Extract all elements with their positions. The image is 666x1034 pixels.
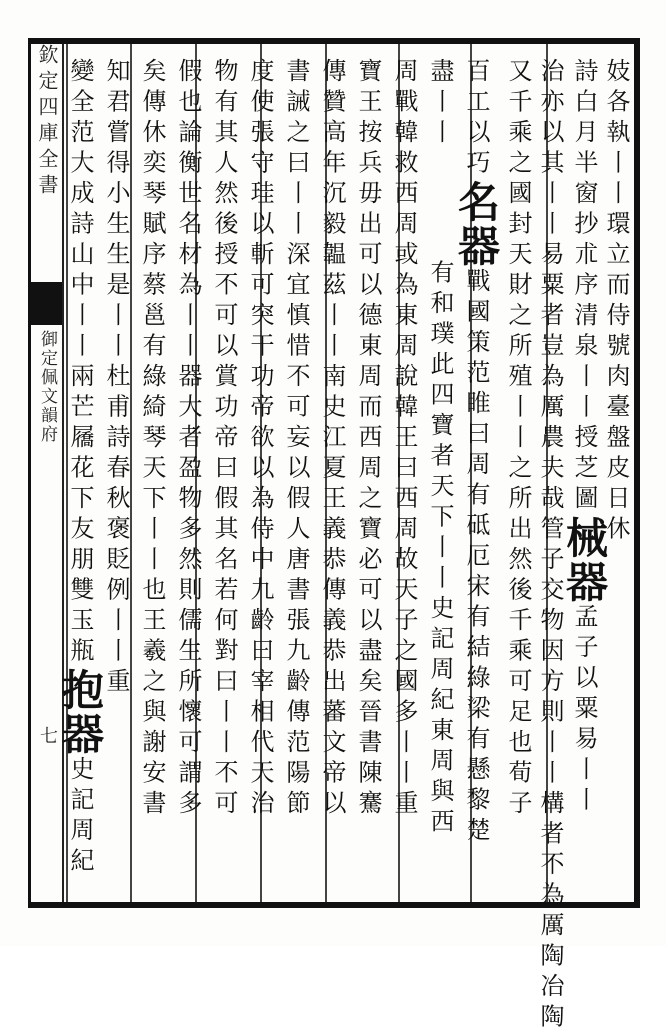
text-column: 周戰韓救西周或為東周說韓王曰西周故天子之國多丨丨重 — [390, 58, 418, 821]
margin-fishtail-block — [30, 282, 62, 322]
text-column: 百工以巧名器戰國策范睢曰周有砥厄宋有結綠梁有懸黎楚 — [452, 58, 501, 848]
text-column: 詩白月半窗抄朮序清泉丨丨授芝圖械器孟子以粟易丨丨 — [560, 58, 609, 817]
text-column: 知君嘗得小生生是丨丨杜甫詩春秋褒貶例丨丨重 — [102, 58, 130, 699]
frame-top-border — [28, 38, 640, 44]
frame-right-border — [634, 38, 640, 908]
text-column: 盡丨丨有和璞此四寶者天下丨丨史記周紀東周與西 — [426, 58, 454, 839]
frame-left-border — [28, 38, 31, 908]
text-column: 寶王按兵毋出可以德東周而西周之寶必可以盡矣晉書陳騫 — [354, 58, 382, 821]
margin-fishtail-rule — [30, 322, 62, 325]
text-column: 變全范大成詩山中丨丨兩芒屩花下友朋雙玉瓶抱器史記周紀 — [56, 58, 105, 878]
text-column: 妓各執丨丨環立而侍號肉臺盤皮日休 — [602, 58, 630, 546]
text-column: 矣傳休奕琴賦序蔡邕有綠綺琴天下丨丨也王羲之與謝安書 — [138, 58, 166, 821]
headword: 抱器 — [56, 668, 105, 756]
text-column: 假也論衡世名材為丨丨器大者盈物多然則儒生所懷可謂多 — [174, 58, 202, 821]
text-column: 度使張守珪以斬可突干功帝欲以為侍中九齡曰宰相代天治 — [246, 58, 274, 821]
text-column: 治亦以其丨丨易粟者豈為厲農夫哉管子交物因方則丨丨構者不為厲陶冶陶 — [536, 58, 564, 1034]
margin-book-title: 御定佩文韻府 — [37, 330, 57, 444]
text-column: 傳贊高年沉毅韞茲丨丨南史江夏王義恭傳義恭出蕃文帝以 — [318, 58, 346, 821]
text-column: 物有其人然後授不可以賞功帝曰假其名若何對曰丨丨不可 — [210, 58, 238, 821]
margin-library-title: 欽定四庫全書 — [35, 44, 59, 200]
headword: 械器 — [560, 515, 609, 604]
headword: 名器 — [452, 180, 501, 268]
margin-page-number: 七 — [37, 726, 58, 750]
text-column: 書誡之曰丨丨深宜慎惜不可妄以假人唐書張九齡傳范陽節 — [282, 58, 310, 821]
text-column: 又千乘之國封天財之所殖丨丨之所出然後千乘可足也荀子 — [504, 58, 532, 821]
